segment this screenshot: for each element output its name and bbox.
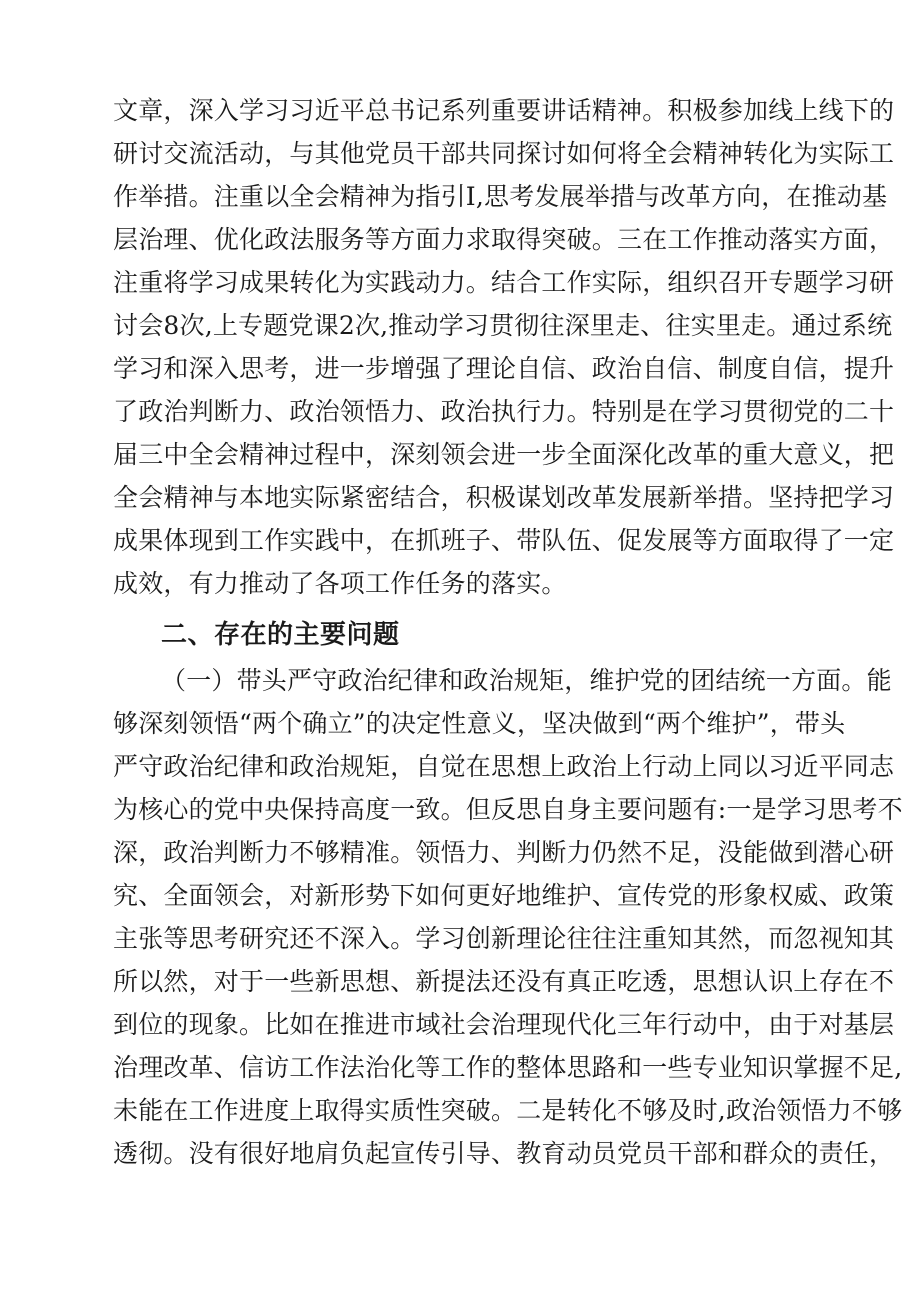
paragraph-1-line: 研讨交流活动，与其他党员干部共同探讨如何将全会精神转化为实际工	[113, 139, 895, 168]
paragraph-1-line: 注重将学习成果转化为实践动力。结合工作实际，组织召开专题学习研	[113, 268, 895, 297]
paragraph-1-line: 届三中全会精神过程中，深刻领会进一步全面深化改革的重大意义，把	[113, 440, 895, 469]
paragraph-1-line: 成果体现到工作实践中，在抓班子、带队伍、促发展等方面取得了一定	[113, 526, 895, 555]
paragraph-2-line: 治理改革、信访工作法治化等工作的整体思路和一些专业知识掌握不足,	[113, 1053, 903, 1082]
paragraph-2-line: 到位的现象。比如在推进市域社会治理现代化三年行动中，由于对基层	[113, 1010, 895, 1039]
paragraph-1-line: 文章，深入学习习近平总书记系列重要讲话精神。积极参加线上线下的	[113, 96, 895, 125]
paragraph-1-line: 了政治判断力、政治领悟力、政治执行力。特别是在学习贯彻党的二十	[113, 397, 895, 426]
paragraph-1-line: 学习和深入思考，进一步增强了理论自信、政治自信、制度自信，提升	[113, 354, 895, 383]
paragraph-1-line: 讨会8次,上专题党课2次,推动学习贯彻往深里走、往实里走。通过系统	[113, 311, 893, 340]
paragraph-1-line: 成效，有力推动了各项工作任务的落实。	[113, 569, 567, 598]
paragraph-2-line: 主张等思考研究还不深入。学习创新理论往往注重知其然，而忽视知其	[113, 924, 895, 953]
paragraph-2-line: 严守政治纪律和政治规矩，自觉在思想上政治上行动上同以习近平同志	[113, 752, 895, 781]
paragraph-2-line: 所以然，对于一些新思想、新提法还没有真正吃透，思想认识上存在不	[113, 967, 895, 996]
paragraph-2-line: 透彻。没有很好地肩负起宣传引导、教育动员党员干部和群众的责任，	[113, 1139, 895, 1168]
paragraph-2-line: （一）带头严守政治纪律和政治规矩，维护党的团结统一方面。能	[161, 666, 892, 695]
paragraph-1-line: 层治理、优化政法服务等方面力求取得突破。三在工作推动落实方面，	[113, 225, 895, 254]
paragraph-2-line: 究、全面领会，对新形势下如何更好地维护、宣传党的形象权威、政策	[113, 881, 895, 910]
paragraph-2-line: 未能在工作进度上取得实质性突破。二是转化不够及时,政治领悟力不够	[113, 1096, 903, 1125]
paragraph-1-line: 作举措。注重以全会精神为指引I,思考发展举措与改革方向，在推动基	[113, 182, 888, 211]
paragraph-2-line: 为核心的党中央保持高度一致。但反思自身主要问题有:一是学习思考不	[113, 795, 903, 824]
section-heading: 二、存在的主要问题	[161, 620, 400, 650]
paragraph-1-line: 全会精神与本地实际紧密结合，积极谋划改革发展新举措。坚持把学习	[113, 483, 895, 512]
paragraph-2-line: 深，政治判断力不够精准。领悟力、判断力仍然不足，没能做到潜心研	[113, 838, 895, 867]
paragraph-2-line: 够深刻领悟“两个确立”的决定性意义，坚决做到“两个维护”，带头	[113, 709, 846, 738]
